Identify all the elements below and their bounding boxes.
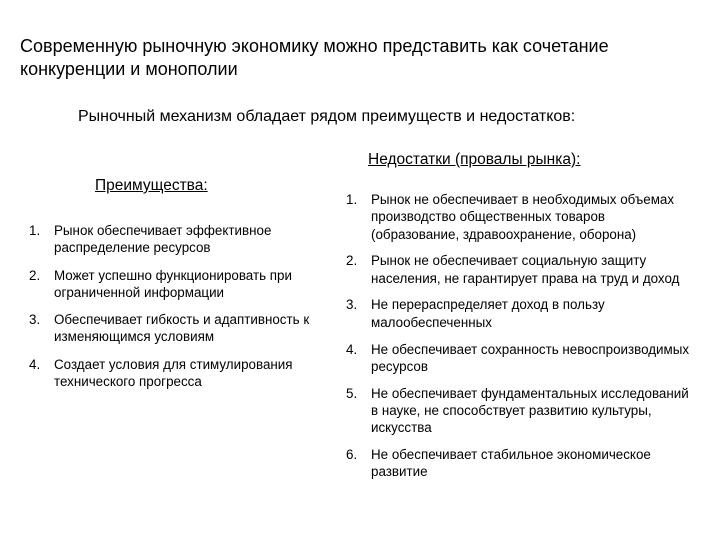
item-number: 4. xyxy=(346,341,358,357)
item-number: 2. xyxy=(29,267,41,283)
advantage-item xyxy=(29,222,319,257)
disadvantages-heading: Недостатки (провалы рынка): xyxy=(368,151,581,168)
disadvantage-item xyxy=(346,385,696,437)
item-text: Обеспечивает гибкость и адаптивность к изменяющимся условиям xyxy=(54,312,310,345)
item-text: Не обеспечивает фундаментальных исследований в науке, не способствует развитию культуры, искусства xyxy=(371,385,689,436)
advantage-item xyxy=(29,356,319,391)
item-number: 4. xyxy=(29,356,41,372)
item-text: Не обеспечивает стабильное экономическое развитие xyxy=(371,447,651,480)
disadvantage-item xyxy=(346,191,696,243)
advantage-item xyxy=(29,267,319,302)
disadvantage-item xyxy=(346,296,696,331)
item-number: 1. xyxy=(29,223,41,238)
advantages-list xyxy=(29,222,319,400)
slide-title: Современную рыночную экономику можно представить как сочетание конкуренции и монополии xyxy=(20,36,609,79)
disadvantage-item xyxy=(346,446,696,481)
item-number: 2. xyxy=(346,253,358,269)
item-text: Может успешно функционировать при ограниченной информации xyxy=(54,267,292,300)
item-number: 3. xyxy=(346,297,358,313)
item-text: Не перераспределяет доход в пользу малообеспеченных xyxy=(371,297,605,330)
item-text: Создает условия для стимулирования технического прогресса xyxy=(54,356,293,390)
intro-text: Рыночный механизм обладает рядом преимуществ и недостатков: xyxy=(78,108,576,125)
advantage-item xyxy=(29,311,319,346)
item-number: 1. xyxy=(346,192,358,207)
disadvantages-list xyxy=(346,191,696,490)
item-number: 5. xyxy=(346,385,358,401)
item-text: Рынок обеспечивает эффективное распределение ресурсов xyxy=(54,223,272,256)
item-number: 3. xyxy=(29,312,41,328)
item-number: 6. xyxy=(346,447,358,463)
advantages-heading: Преимущества: xyxy=(95,177,208,194)
item-text: Рынок не обеспечивает в необходимых объемах производство общественных товаров (образование, здравоохранение, оборона) xyxy=(371,192,675,242)
disadvantage-item xyxy=(346,252,696,287)
item-text: Рынок не обеспечивает социальную защиту населения, не гарантирует права на труд и доход xyxy=(371,253,680,286)
disadvantage-item xyxy=(346,341,696,376)
item-text: Не обеспечивает сохранность невоспроизводимых ресурсов xyxy=(371,341,690,374)
